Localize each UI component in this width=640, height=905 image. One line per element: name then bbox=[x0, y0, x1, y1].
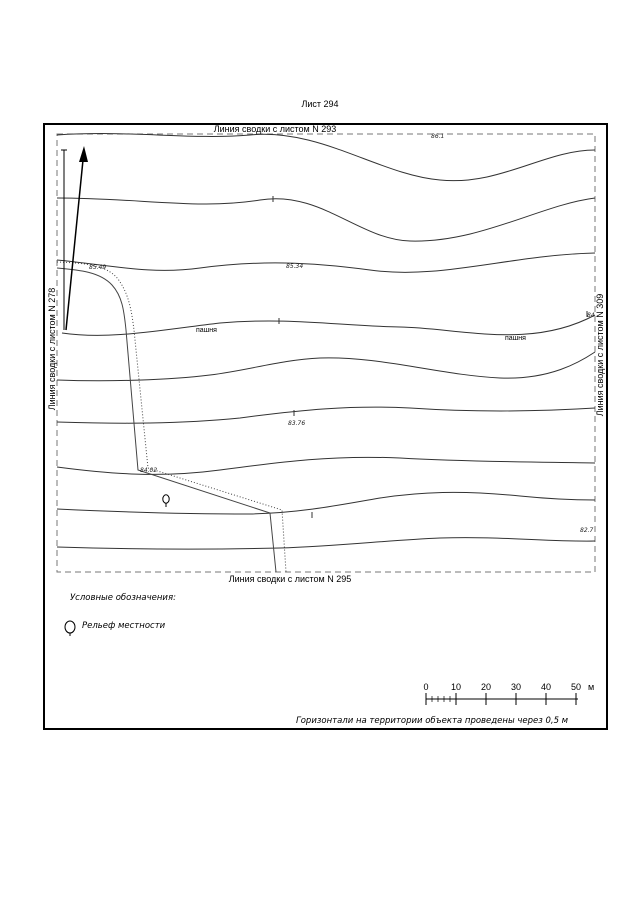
relief-icon-map bbox=[163, 495, 169, 507]
scale-bar-graphic bbox=[426, 693, 578, 705]
land-label-left: пашня bbox=[196, 327, 217, 334]
contour-line bbox=[57, 407, 595, 423]
scale-tick-label: 10 bbox=[450, 682, 461, 692]
land-label-right: пашня bbox=[505, 335, 526, 342]
elevation-label: 84.02 bbox=[140, 467, 158, 474]
contour-line bbox=[57, 538, 595, 550]
scale-unit: м bbox=[588, 682, 595, 692]
scale-tick-label: 20 bbox=[480, 682, 491, 692]
elevation-label: 85.34 bbox=[286, 263, 304, 270]
contour-line bbox=[62, 315, 595, 335]
scale-tick-label: 40 bbox=[540, 682, 551, 692]
contour-line bbox=[57, 134, 595, 181]
map-boundary bbox=[57, 134, 595, 572]
contour-line bbox=[57, 492, 595, 514]
edge-label-right: Линия сводки с листом N 309 bbox=[595, 293, 605, 417]
scale-tick-label: 30 bbox=[510, 682, 521, 692]
scale-tick-label: 0 bbox=[423, 682, 429, 692]
contour-interval-note: Горизонтали на территории объекта проведены через 0,5 м bbox=[296, 716, 569, 726]
sheet-title: Лист 294 bbox=[301, 99, 339, 109]
road-edge bbox=[57, 268, 276, 572]
elevation-label: 86.1 bbox=[431, 133, 445, 140]
scale-tick-label: 50 bbox=[570, 682, 581, 692]
legend-item-label: Рельеф местности bbox=[82, 621, 166, 631]
elevation-label: 84 bbox=[587, 312, 595, 319]
contour-line bbox=[57, 198, 595, 241]
contour-line bbox=[57, 253, 595, 272]
relief-icon bbox=[63, 620, 77, 636]
edge-label-bottom: Линия сводки с листом N 295 bbox=[228, 574, 352, 584]
elevation-label: 85.49 bbox=[89, 264, 107, 271]
north-arrow bbox=[61, 146, 88, 330]
elevation-label: 82.7 bbox=[580, 527, 594, 534]
edge-label-left: Линия сводки с листом N 278 bbox=[47, 287, 57, 411]
elevation-label: 83.76 bbox=[288, 420, 306, 427]
contour-line bbox=[57, 352, 595, 381]
edge-label-top: Линия сводки с листом N 293 bbox=[213, 124, 337, 134]
road-edge bbox=[57, 262, 286, 572]
legend-title: Условные обозначения: bbox=[70, 593, 176, 603]
